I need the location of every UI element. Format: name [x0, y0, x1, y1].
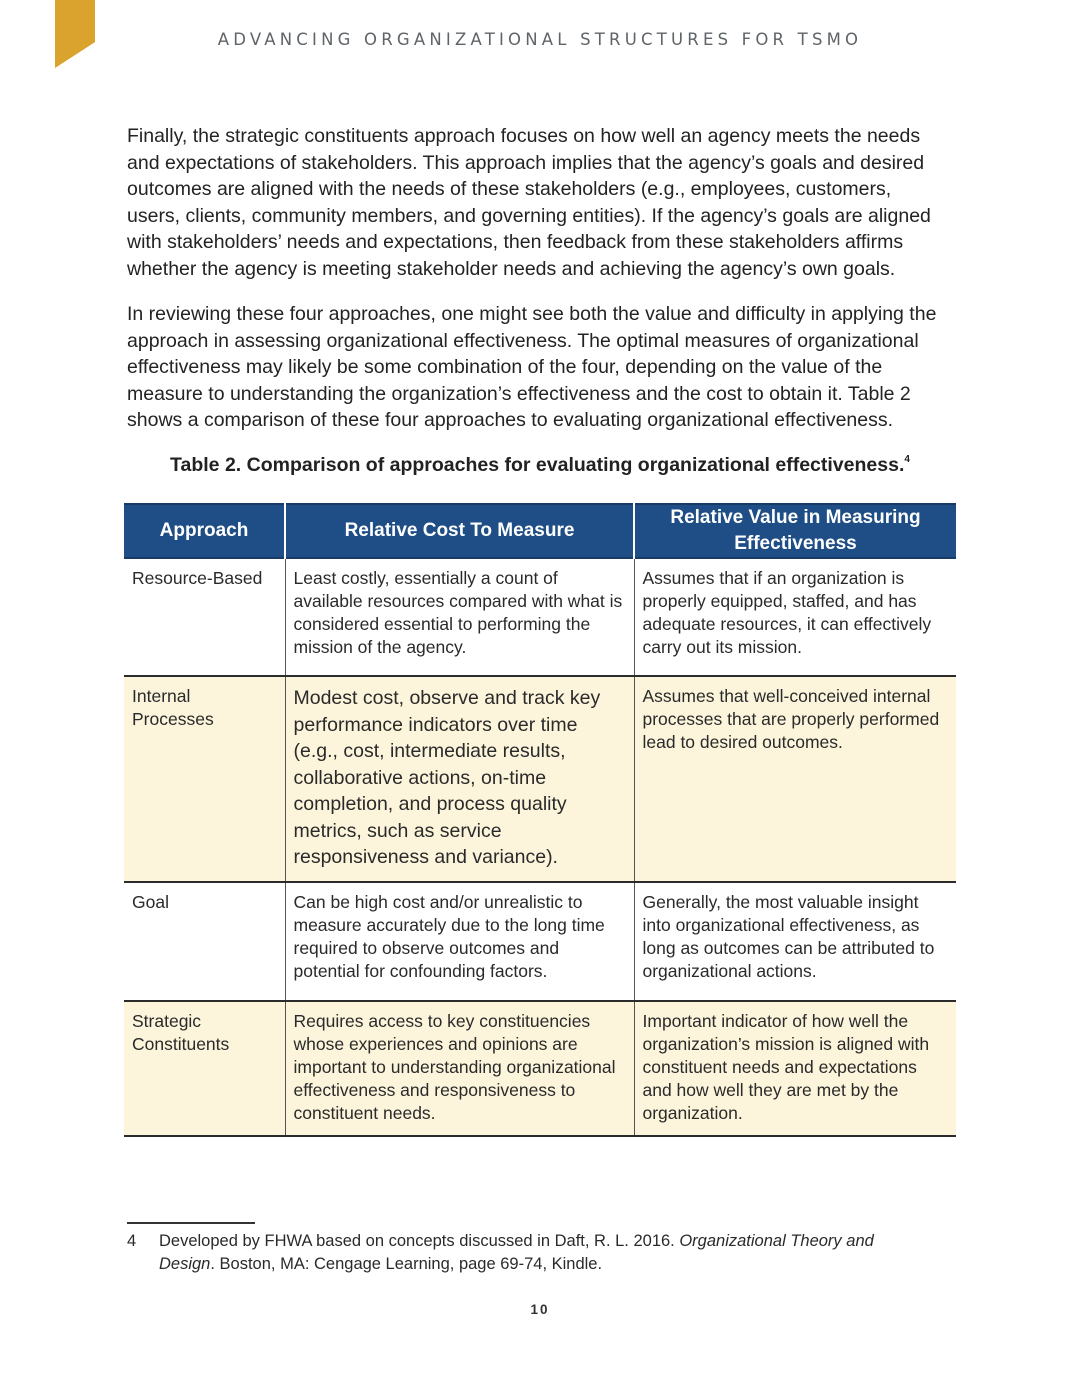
footnote-text-before: Developed by FHWA based on concepts discussed in Daft, R. L. 2016. [159, 1232, 680, 1250]
table-row [124, 882, 956, 1001]
approach-cell: Goal [132, 891, 169, 912]
running-header: ADVANCING ORGANIZATIONAL STRUCTURES FOR TSMO [217, 30, 863, 49]
approach-cell: Resource-Based [132, 568, 263, 588]
column-header-value: Relative Value in Measuring Effectiveness [634, 504, 956, 558]
footnote-book-title: Organizational Theory and Design [159, 1232, 874, 1273]
cost-cell: Can be high cost and/or unrealistic to measure accurately due to the long time required to observe outcomes and potential for confounding factors. [285, 882, 634, 1001]
cost-cell: Least costly, essentially a count of available resources compared with what is considered essential to performing the mission of the agency. [285, 558, 634, 676]
table-caption [0, 454, 1080, 477]
comparison-table [124, 503, 956, 1137]
footnote-divider [127, 1222, 255, 1224]
paragraph-strategic-constituents: Finally, the strategic constituents approach focuses on how well an agency meets the needs and expectations of stakeholders. This approach implies that the agency’s goals and desired outcomes are aligned with the needs of these stakeholders (e.g., employees, customers, users, clients, community members, and governing entities). If the agency’s goals are aligned with stakeholders’ needs and expectations, then feedback from these stakeholders affirms whether the agency is meeting stakeholder needs and achieving the agency’s own goals. [127, 125, 931, 280]
value-cell: Assumes that if an organization is properly equipped, staffed, and has adequate resources, it can effectively carry out its mission. [634, 558, 956, 676]
footnote-text-after: . Boston, MA: Cengage Learning, page 69-74, Kindle. [210, 1255, 603, 1273]
value-cell: Generally, the most valuable insight into organizational effectiveness, as long as outcomes can be attributed to organizational actions. [634, 882, 956, 1001]
cost-cell: Requires access to key constituencies whose experiences and opinions are important to understanding organizational effectiveness and responsiveness to constituent needs. [285, 1001, 634, 1136]
table-row [124, 1001, 956, 1136]
table-row [124, 676, 956, 882]
approach-cell: Internal Processes [124, 676, 285, 882]
footnote-number: 4 [127, 1232, 137, 1250]
paragraph-four-approaches: In reviewing these four approaches, one might see both the value and difficulty in applying the approach in assessing organizational effectiveness. The optimal measures of organizational effectiveness may likely be some combination of the four, depending on the value of the measure to understanding the organization’s effectiveness and the cost to obtain it. Table 2 shows a comparison of these four approaches to evaluating organizational effectiveness. [127, 303, 937, 431]
footnote-ref[interactable]: 4 [904, 454, 910, 465]
value-cell: Assumes that well-conceived internal processes that are properly performed lead to desired outcomes. [634, 676, 956, 882]
approach-cell: Strategic Constituents [124, 1001, 285, 1136]
table-row [124, 558, 956, 676]
page-number: 10 [530, 1302, 550, 1317]
table-header-row [124, 504, 956, 558]
value-cell: Important indicator of how well the organization’s mission is aligned with constituent needs and expectations and how well they are met by the organization. [634, 1001, 956, 1136]
column-header-cost: Relative Cost To Measure [285, 504, 634, 558]
cost-cell: Modest cost, observe and track key performance indicators over time (e.g., cost, intermediate results, collaborative actions, on-time completion, and process quality metrics, such as service responsiveness and variance). [285, 676, 634, 882]
footnote-text [159, 1230, 929, 1276]
caption-text: Table 2. Comparison of approaches for evaluating organizational effectiveness. [170, 454, 905, 476]
column-header-approach: Approach [124, 504, 285, 558]
